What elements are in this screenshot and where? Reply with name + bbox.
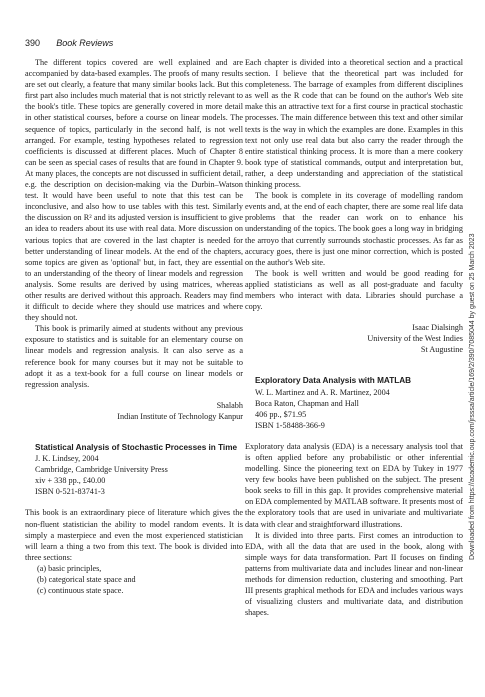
- reviewer-location: St Augustine: [420, 345, 463, 355]
- paragraph: The different topics covered are well explained and are accompanied by data-based examples. The proofs of many results are set out clearly, a feature that many similar books lack. But this first part also includes much material that is not strictly relevant to the book's title. These topics are generally covered in more detail in other statistical courses, before a course on linear models. The sequence of topics, particularly in the second half, is not well arranged. For example, testing hypotheses related to regression coefficients is discussed at different places. Much of Chapter 8 can be seen as special cases of results that are found in Chapter 9. At many places, the concepts are not discussed in sufficient detail, e.g. the description on decision-making via the Durbin–Watson test. It would have been useful to note that this test can be inconclusive, and also how to use tables with this test. Similarly the discussion on R² and its adjusted version is insufficient to give an idea to readers about its use with real data. More discussion on various topics that are covered in the last chapter is needed for better understanding of linear models. At the end of the chapters, some topics are given as 'optional' but, in fact, they are essential to an understanding of the theory of linear models and regression analysis. Some results are derived by using matrices, whereas other results are derived without this approach. Readers may find it difficult to decide where they should use matrices and where they should not.: [25, 58, 243, 323]
- list-item: (b) categorical state space and: [37, 575, 136, 585]
- download-note: Downloaded from https://academic.oup.com/jrsssa/article/169/2/390/7085044 by guest on 25 March 2023: [469, 233, 476, 560]
- book-pages: xiv + 338 pp., £40.00: [35, 476, 106, 486]
- book-pages: 406 pp., $71.95: [255, 409, 307, 419]
- reviewer-name: Isaac Dialsingh: [412, 323, 463, 333]
- list-item: (a) basic principles,: [37, 563, 102, 573]
- left-column: [25, 57, 243, 596]
- book-title: Exploratory Data Analysis with MATLAB: [255, 376, 412, 386]
- paragraph: Each chapter is divided into a theoretical section and a practical section. I believe that the theoretical part was included for completeness. The barrage of examples from different disciplines as well as the R code that can be found on the author's Web site make this an attractive text for a first course in practical stochastic processes. The main difference between this text and other similar texts is the way in which the examples are done. Examples in this text not only use real data but also carry the reader through the entire statistical thinking process. It is more than a mere cookery book type of statistical commands, output and interpretation but, rather, a deep understanding and appreciation of the statistical thinking process.: [245, 58, 463, 190]
- reviewer-name: Shalabh: [216, 400, 243, 410]
- paragraph: The book is well written and would be good reading for applied statisticians as well as all post-graduate and faculty members who interact with data. Libraries should purchase a copy.: [245, 268, 463, 312]
- book-author: W. L. Martinez and A. R. Martinez, 2004: [255, 387, 390, 397]
- book-publisher: Boca Raton, Chapman and Hall: [255, 398, 359, 408]
- reviewer-affiliation: Indian Institute of Technology Kanpur: [117, 411, 243, 421]
- page-header: [25, 38, 113, 49]
- book-isbn: ISBN 1-58488-366-9: [255, 420, 325, 430]
- book-author: J. K. Lindsey, 2004: [35, 454, 99, 464]
- paragraph: It is divided into three parts. First comes an introduction to EDA, with all the data that are used in the book, along with simple ways for data transformation. Part II focuses on finding patterns from multivariate data and includes linear and non-linear methods for dimension reduction, clustering and smoothing. Part III presents graphical methods for EDA and includes various ways of visualizing clusters and multivariate data, and distribution shapes.: [245, 530, 463, 618]
- running-title: Book Reviews: [56, 38, 114, 48]
- paragraph: The book is complete in its coverage of modelling random events and, at the end of each chapter, there are some real life data problems that the reader can work on to enhance his understanding of the topics. The book goes a long way in bridging the arroyo that currently surrounds stochastic processes. As far as accuracy goes, there is just one minor correction, which is posted on the author's Web site.: [245, 191, 463, 267]
- book-title: Statistical Analysis of Stochastic Processes in Time: [35, 443, 238, 452]
- section-list: [25, 563, 243, 596]
- right-column: [245, 57, 463, 618]
- page-number: 390: [25, 38, 41, 48]
- book-publisher: Cambridge, Cambridge University Press: [35, 465, 168, 475]
- book-isbn: ISBN 0-521-83741-3: [35, 487, 105, 497]
- list-item: (c) continuous state space.: [37, 586, 124, 596]
- paragraph: This book is an extraordinary piece of literature which gives the non-fluent statistician the ability to model random events. It is simply a masterpiece and even the most experienced statistician will learn a thing a two from this text. The book is divided into three sections:: [25, 508, 243, 562]
- reviewer-affiliation: University of the West Indies: [367, 334, 463, 344]
- paragraph: This book is primarily aimed at students without any previous exposure to statistics and is suitable for an elementary course on linear models and regression analysis. It can also serve as a reference book for many courses but it may not be suitable to adopt it as a text-book for a full course on linear models or regression analysis.: [25, 324, 243, 389]
- paragraph: Exploratory data analysis (EDA) is a necessary analysis tool that is often applied before any probabilistic or other inferential modelling. Since the pioneering text on EDA by Tukey in 1977 very few books have been published on the subject. The present book seeks to fill in this gap. It provides comprehensive material on EDA complemented by MATLAB software. It presents most of the exploratory tools that are used in univariate and multivariate data with clear and straightforward illustrations.: [245, 441, 463, 529]
